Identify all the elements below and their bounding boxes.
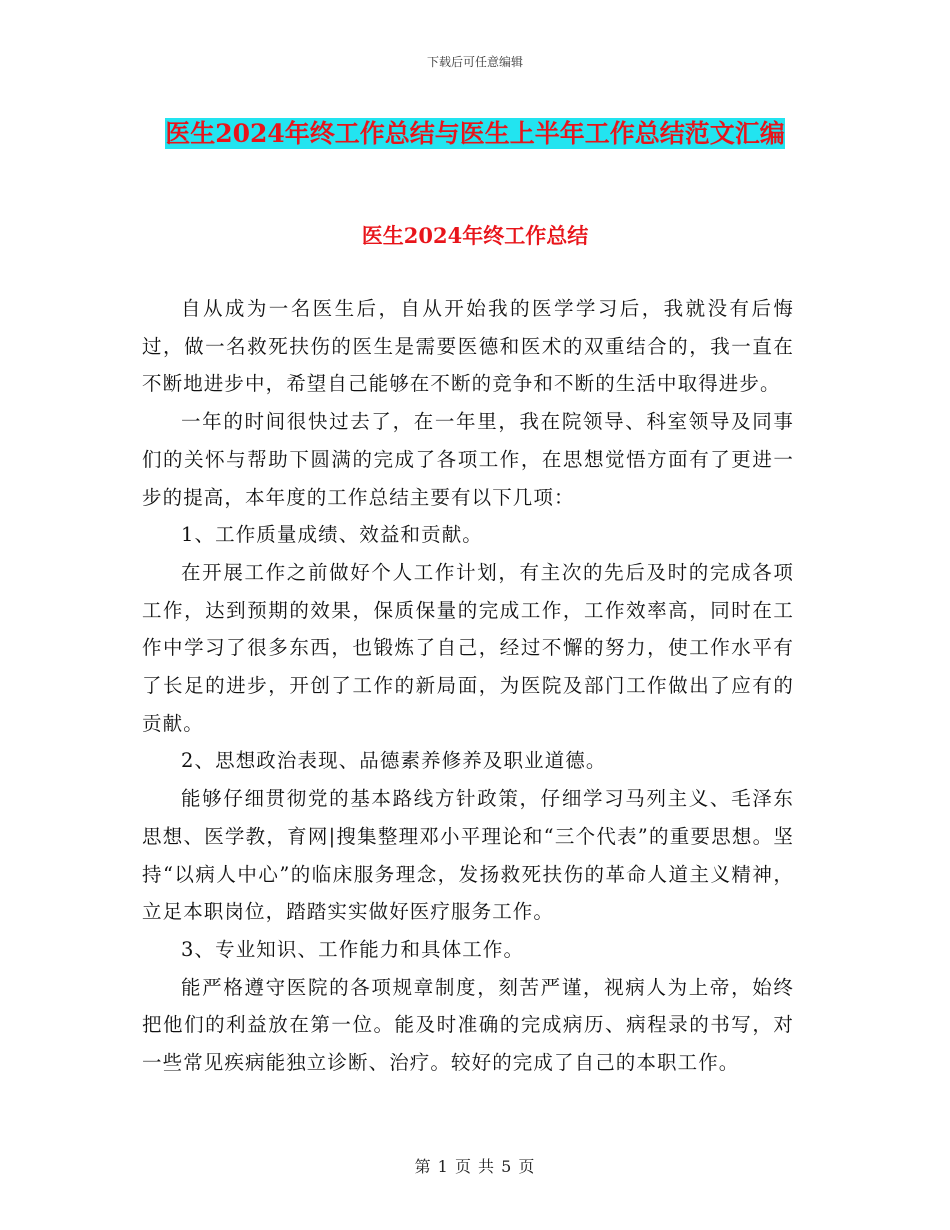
paragraph: 在开展工作之前做好个人工作计划，有主次的先后及时的完成各项工作，达到预期的效果，保质保量的完成工作，工作效率高，同时在工作中学习了很多东西，也锻炼了自己，经过不懈的努力，使工作水平有了长足的进步，开创了工作的新局面，为医院及部门工作做出了应有的贡献。: [142, 560, 794, 735]
paragraph-heading: 3、专业知识、工作能力和具体工作。: [181, 937, 525, 961]
document-title-text: 医生2024年终工作总结与医生上半年工作总结范文汇编: [165, 119, 785, 148]
paragraph-heading: 2、思想政治表现、品德素养修养及职业道德。: [181, 749, 607, 773]
paragraph: 能严格遵守医院的各项规章制度，刻苦严谨，视病人为上帝，始终把他们的利益放在第一位。能及时准确的完成病历、病程录的书写，对一些常见疾病能独立诊断、治疗。较好的完成了自己的本职工作。: [142, 975, 794, 1075]
page-footer: 第 1 页 共 5 页: [414, 1157, 536, 1176]
paragraph: 自从成为一名医生后，自从开始我的医学学习后，我就没有后悔过，做一名救死扶伤的医生是需要医德和医术的双重结合的，我一直在不断地进步中，希望自己能够在不断的竞争和不断的生活中取得进步。: [142, 297, 794, 396]
header-note: 下载后可任意编辑: [426, 55, 523, 69]
paragraph: 能够仔细贯彻党的基本路线方针政策，仔细学习马列主义、毛泽东思想、医学教，育网|搜集整理邓小平理论和“三个代表”的重要思想。坚持“以病人中心”的临床服务理念，发扬救死扶伤的革命人道主义精神，立足本职岗位，踏踏实实做好医疗服务工作。: [142, 787, 794, 924]
section-title: 医生2024年终工作总结: [361, 223, 589, 248]
document-title: [140, 112, 810, 156]
document-body: [142, 290, 794, 1082]
paragraph-heading: 1、工作质量成绩、效益和贡献。: [181, 523, 483, 547]
paragraph: 一年的时间很快过去了，在一年里，我在院领导、科室领导及同事们的关怀与帮助下圆满的完成了各项工作，在思想觉悟方面有了更进一步的提高，本年度的工作总结主要有以下几项：: [142, 410, 794, 509]
